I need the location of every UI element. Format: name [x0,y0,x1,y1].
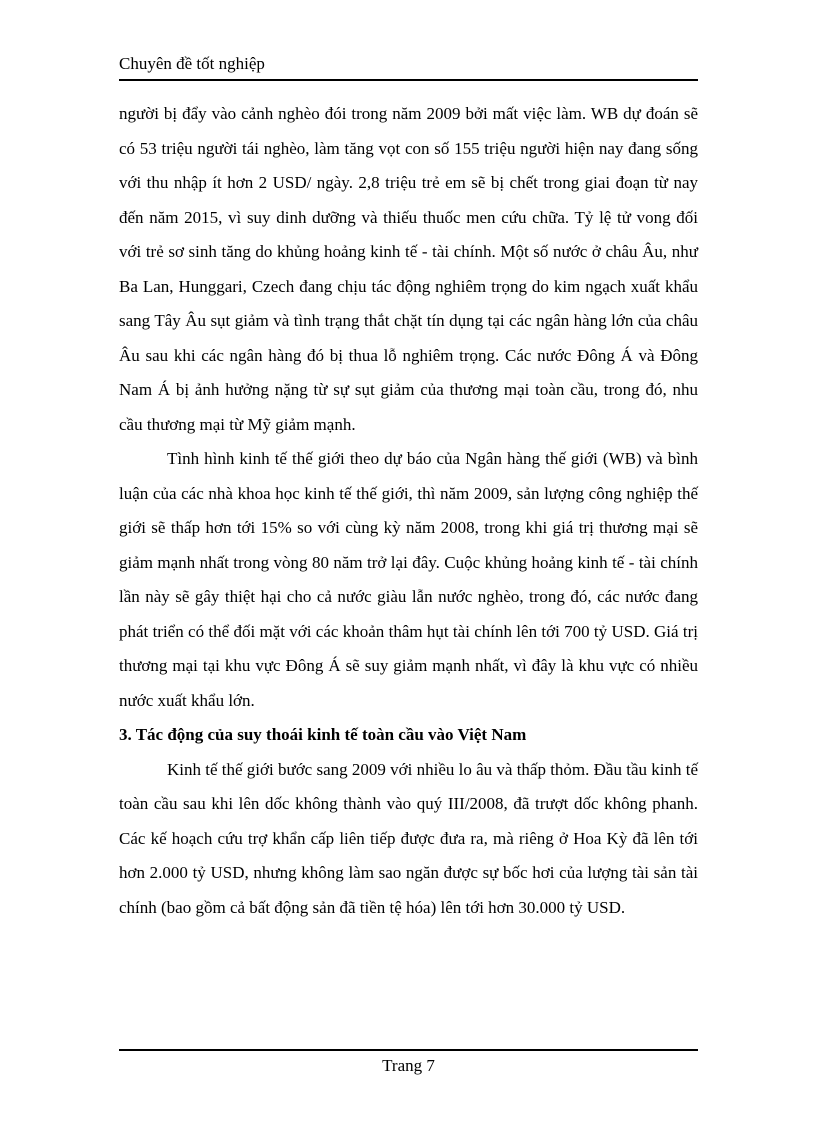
body-paragraph: Kinh tế thế giới bước sang 2009 với nhiều lo âu và thấp thỏm. Đầu tầu kinh tế toàn cầu sau khi lên dốc không thành vào quý III/2008, đã trượt dốc không phanh. Các kế hoạch cứu trợ khẩn cấp liên tiếp được đưa ra, mà riêng ở Hoa Kỳ đã lên tới hơn 2.000 tỷ USD, nhưng không làm sao ngăn được sự bốc hơi của lượng tài sản tài chính (bao gồm cả bất động sản đã tiền tệ hóa) lên tới hơn 30.000 tỷ USD. [119,759,698,917]
page-header [119,52,698,81]
body-paragraph: Tình hình kinh tế thế giới theo dự báo của Ngân hàng thế giới (WB) và bình luận của các nhà khoa học kinh tế thế giới, thì năm 2009, sản lượng công nghiệp thế giới sẽ thấp hơn tới 15% so với cùng kỳ năm 2008, trong khi giá trị thương mại sẽ giảm mạnh nhất trong vòng 80 năm trở lại đây. Cuộc khủng hoảng kinh tế - tài chính lần này sẽ gây thiệt hại cho cả nước giàu lẫn nước nghèo, trong đó, các nước đang phát triển có thể đối mặt với các khoản thâm hụt tài chính lên tới 700 tỷ USD. Giá trị thương mại tại khu vực Đông Á sẽ suy giảm mạnh nhất, vì đây là khu vực có nhiều nước xuất khẩu lớn. [119,449,698,710]
section-heading: 3. Tác động của suy thoái kinh tế toàn cầu vào Việt Nam [119,725,527,744]
page-body [119,97,698,925]
header-title: Chuyên đề tốt nghiệp [119,54,265,73]
page-footer [119,1049,698,1076]
page-number: Trang 7 [382,1056,435,1075]
body-paragraph: người bị đẩy vào cảnh nghèo đói trong năm 2009 bởi mất việc làm. WB dự đoán sẽ có 53 triệu người tái nghèo, làm tăng vọt con số 155 triệu người hiện nay đang sống với thu nhập ít hơn 2 USD/ ngày. 2,8 triệu trẻ em sẽ bị chết trong giai đoạn từ nay đến năm 2015, vì suy dinh dưỡng và thiếu thuốc men cứu chữa. Tỷ lệ tử vong đối với trẻ sơ sinh tăng do khủng hoảng kinh tế - tài chính. Một số nước ở châu Âu, như Ba Lan, Hunggari, Czech đang chịu tác động nghiêm trọng do kim ngạch xuất khẩu sang Tây Âu sụt giảm và tình trạng thắt chặt tín dụng tại các ngân hàng lớn của châu Âu sau khi các ngân hàng đó bị thua lỗ nghiêm trọng. Các nước Đông Á và Đông Nam Á bị ảnh hưởng nặng từ sự sụt giảm của thương mại toàn cầu, trong đó, nhu cầu thương mại từ Mỹ giảm mạnh. [119,104,698,434]
